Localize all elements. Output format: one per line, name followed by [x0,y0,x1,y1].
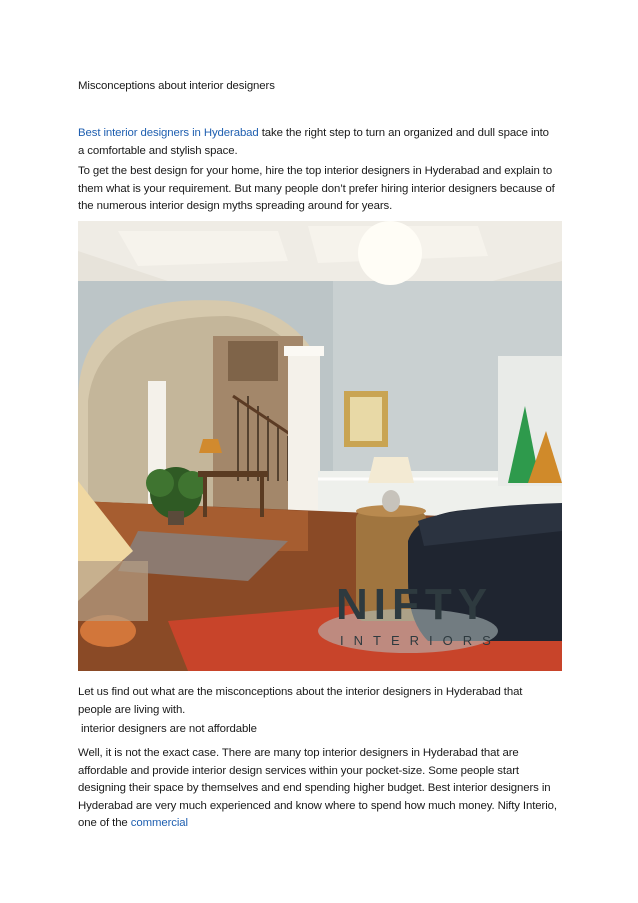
intro-paragraph [78,125,558,160]
living-room-illustration [78,221,562,671]
living-room-photo [78,221,562,671]
paragraph-affordable-text: Well, it is not the exact case. There are many top interior designers in Hyderabad that are affordable and provide interior design services within your pocket-size. Some people start designing their space by themselves and end spending higher budget. Best interior designers in Hyderabad are very much experienced and know where to spend how much money. Nifty Interio, one of the [78,747,557,829]
paragraph-misconceptions: Let us find out what are the misconceptions about the interior designers in Hyderabad that people are living with. [78,686,523,716]
paragraph-affordable [78,745,558,833]
logo-subtitle: INTERIORS [340,633,501,648]
intro-link[interactable]: Best interior designers in Hyderabad [78,127,259,139]
document-title: Misconceptions about interior designers [78,80,275,92]
intro-text: take the right step to turn an organized and dull space into a comfortable and stylish space. [78,127,549,157]
logo-brand: NIFTY [336,580,494,629]
subheading-affordable: interior designers are not affordable [81,723,257,735]
paragraph-hire: To get the best design for your home, hire the top interior designers in Hyderabad and explain to them what is your requirement. But many people don’t prefer hiring interior designers because of the numerous interior design myths spreading around for years. [78,165,555,212]
commercial-link[interactable]: commercial [130,817,188,829]
